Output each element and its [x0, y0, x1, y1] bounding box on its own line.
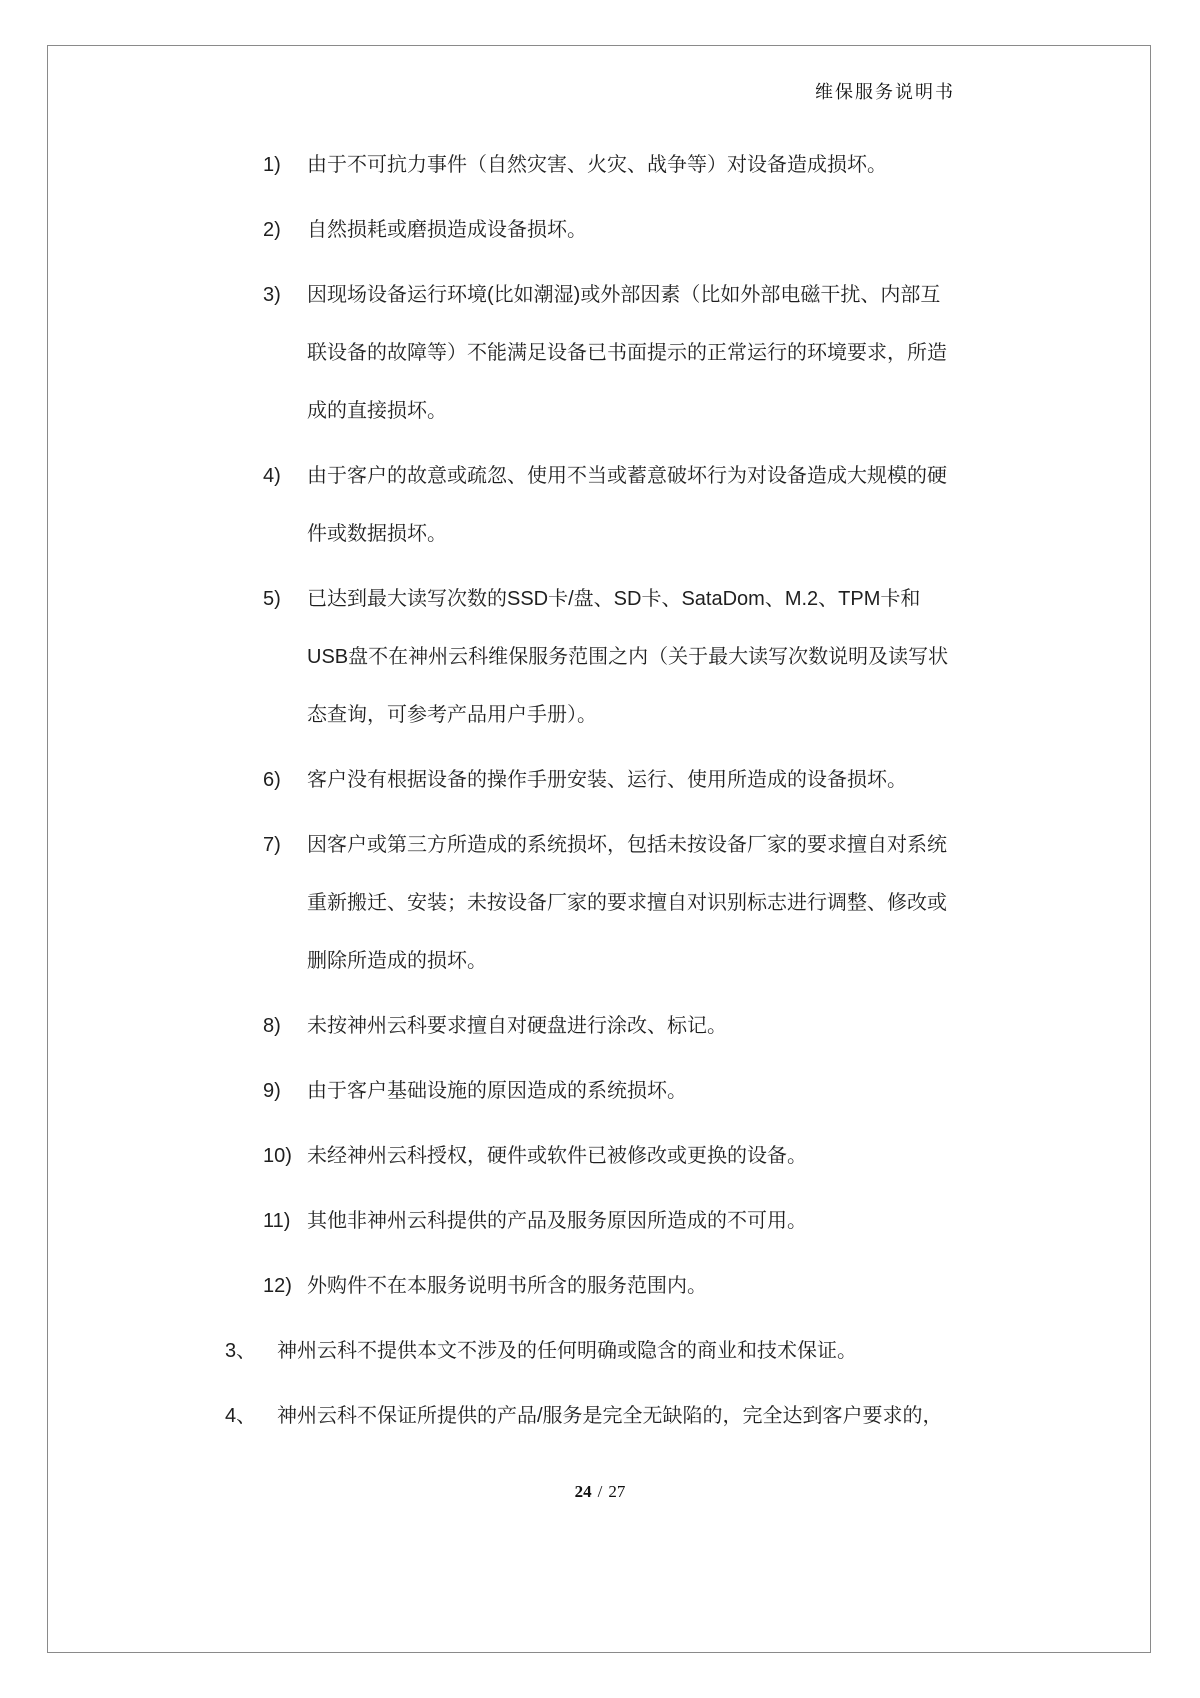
list-item-text	[307, 266, 947, 440]
list-item-number: 8)	[263, 1015, 281, 1037]
document-body	[0, 136, 1200, 1452]
list-item-text	[307, 816, 947, 990]
list-item-line: 因客户或第三方所造成的系统损坏，包括未按设备厂家的要求擅自对系统	[307, 834, 947, 856]
list-item-line: 因现场设备运行环境(比如潮湿)或外部因素（比如外部电磁干扰、内部互	[307, 284, 941, 306]
list-item	[0, 1257, 1200, 1315]
list-item	[0, 266, 1200, 440]
list-item-text	[307, 997, 727, 1055]
list-item-line: 由于不可抗力事件（自然灾害、火灾、战争等）对设备造成损坏。	[307, 154, 887, 176]
list-item-text	[307, 1127, 807, 1185]
list-item-number: 4、	[225, 1405, 257, 1427]
list-item-text	[307, 751, 907, 809]
list-item-number: 6)	[263, 769, 281, 791]
list-item-number: 5)	[263, 588, 281, 610]
list-item	[0, 1127, 1200, 1185]
list-item-number: 3、	[225, 1340, 257, 1362]
list-item-text	[277, 1387, 943, 1445]
list-item	[0, 1192, 1200, 1250]
list-item-text	[307, 136, 887, 194]
list-item-line: 神州云科不提供本文不涉及的任何明确或隐含的商业和技术保证。	[277, 1340, 857, 1362]
list-item-line: USB盘不在神州云科维保服务范围之内（关于最大读写次数说明及读写状	[307, 646, 949, 668]
list-item-text	[307, 201, 587, 259]
list-item-line: 未按神州云科要求擅自对硬盘进行涂改、标记。	[307, 1015, 727, 1037]
list-item-line: 客户没有根据设备的操作手册安装、运行、使用所造成的设备损坏。	[307, 769, 907, 791]
list-item-number: 1)	[263, 154, 281, 176]
list-item-number: 11)	[263, 1210, 291, 1232]
list-item-number: 4)	[263, 465, 281, 487]
list-item-text	[307, 1192, 807, 1250]
list-item-text	[307, 570, 948, 744]
list-item-text	[307, 1257, 707, 1315]
list-item-line: 删除所造成的损坏。	[307, 950, 487, 972]
list-item-line: 未经神州云科授权，硬件或软件已被修改或更换的设备。	[307, 1145, 807, 1167]
list-item-line: 已达到最大读写次数的SSD卡/盘、SD卡、SataDom、M.2、TPM卡和	[307, 588, 921, 610]
list-item-line: 由于客户的故意或疏忽、使用不当或蓄意破坏行为对设备造成大规模的硬	[307, 465, 947, 487]
list-item-line: 件或数据损坏。	[307, 523, 447, 545]
list-item-text	[277, 1322, 857, 1380]
list-item	[0, 997, 1200, 1055]
page-number-current: 24	[574, 1482, 592, 1501]
list-item-number: 9)	[263, 1080, 281, 1102]
list-item-number: 2)	[263, 219, 281, 241]
list-item-number: 10)	[263, 1145, 292, 1167]
list-item-number: 12)	[263, 1275, 292, 1297]
list-item	[0, 1322, 1200, 1380]
page-number-separator: /	[597, 1482, 603, 1501]
list-item-number: 7)	[263, 834, 281, 856]
list-item	[0, 816, 1200, 990]
list-item-number: 3)	[263, 284, 281, 306]
list-item-line: 成的直接损坏。	[307, 400, 447, 422]
list-item-line: 外购件不在本服务说明书所含的服务范围内。	[307, 1275, 707, 1297]
page-number-total: 27	[608, 1482, 626, 1501]
list-item	[0, 751, 1200, 809]
list-item-line: 重新搬迁、安装；未按设备厂家的要求擅自对识别标志进行调整、修改或	[307, 892, 947, 914]
page-footer	[0, 1482, 1200, 1502]
list-item-text	[307, 1062, 687, 1120]
list-item-line: 由于客户基础设施的原因造成的系统损坏。	[307, 1080, 687, 1102]
list-item	[0, 570, 1200, 744]
list-item-line: 其他非神州云科提供的产品及服务原因所造成的不可用。	[307, 1210, 807, 1232]
page-header	[815, 78, 955, 104]
list-item	[0, 1387, 1200, 1445]
list-item-line: 联设备的故障等）不能满足设备已书面提示的正常运行的环境要求，所造	[307, 342, 947, 364]
list-item-line: 神州云科不保证所提供的产品/服务是完全无缺陷的，完全达到客户要求的，	[277, 1405, 943, 1427]
list-item	[0, 136, 1200, 194]
list-item-line: 自然损耗或磨损造成设备损坏。	[307, 219, 587, 241]
list-item-text	[307, 447, 947, 563]
list-item	[0, 447, 1200, 563]
list-item	[0, 1062, 1200, 1120]
header-title: 维保服务说明书	[815, 82, 955, 102]
list-item	[0, 201, 1200, 259]
list-item-line: 态查询，可参考产品用户手册）。	[307, 704, 597, 726]
